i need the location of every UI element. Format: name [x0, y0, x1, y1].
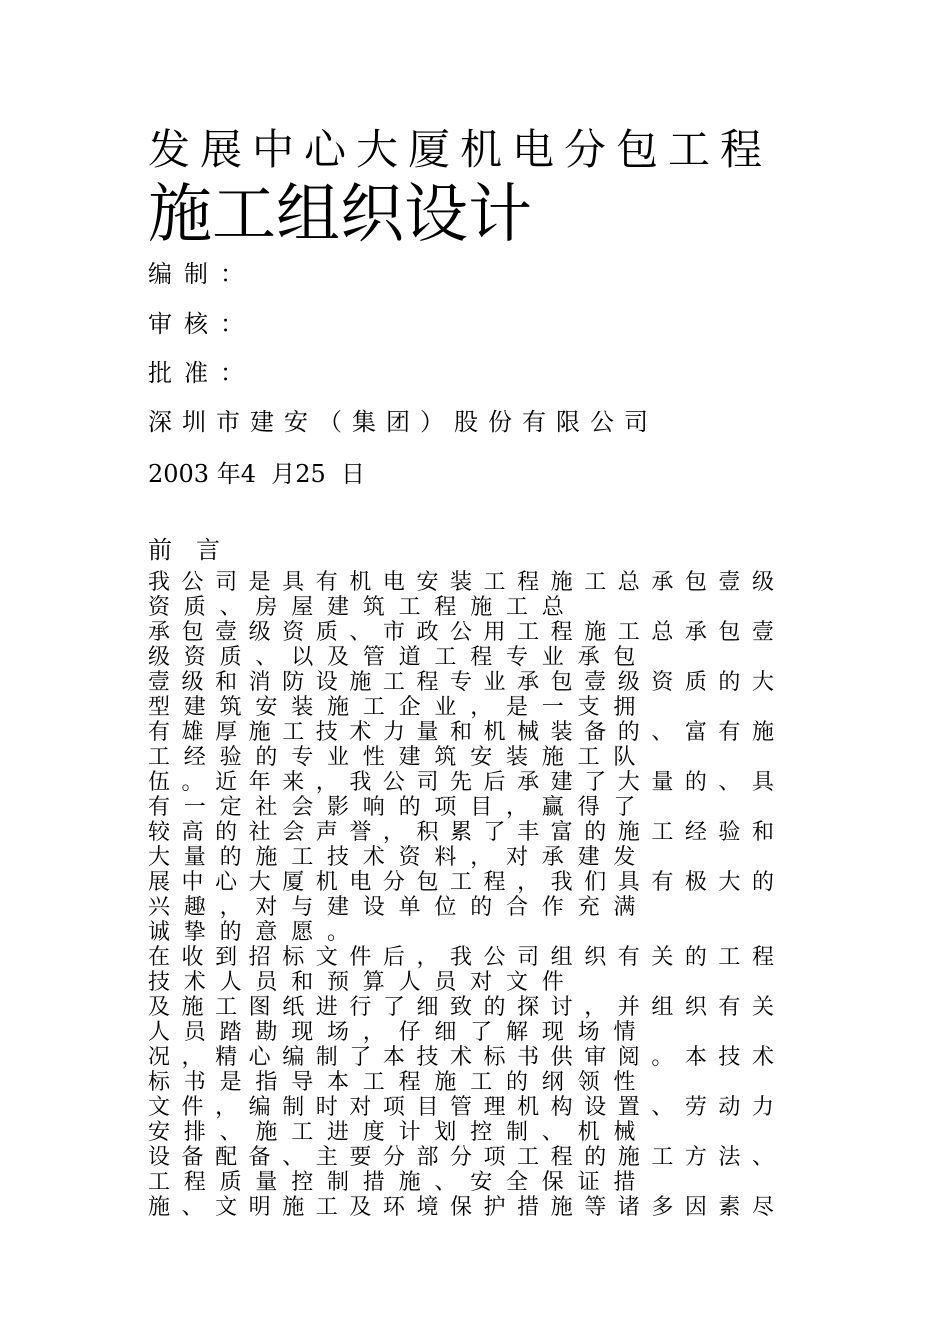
preface-line: 安排、施工进度计划控制、机械 — [148, 1120, 650, 1145]
preface-line: 伍。近年来，我公司先后承建了大量的、具 — [148, 770, 774, 795]
preface-line: 标书是指导本工程施工的纲领性 — [148, 1070, 650, 1095]
preface-line: 工程质量控制措施、安全保证措 — [148, 1170, 650, 1195]
preface-heading: 前言 — [148, 536, 244, 564]
preface-line: 工经验的专业性建筑安装施工队 — [148, 745, 650, 770]
preface-line: 有一定社会影响的项目，赢得了 — [148, 795, 650, 820]
preface-body — [148, 570, 774, 1220]
compiler-label: 编制： — [148, 260, 256, 288]
preface-line: 型建筑安装施工企业，是一支拥 — [148, 695, 650, 720]
preface-line: 施、文明施工及环境保护措施等诸多因素尽 — [148, 1195, 774, 1220]
preface-line: 及施工图纸进行了细致的探讨，并组织有关 — [148, 995, 774, 1020]
preface-line: 设备配备、主要分部分项工程的施工方法、 — [148, 1145, 774, 1170]
document-date: 2003 年4 月25 日 — [148, 460, 366, 488]
preface-line: 况，精心编制了本技术标书供审阅。本技术 — [148, 1045, 774, 1070]
preface-line: 有雄厚施工技术力量和机械装备的、富有施 — [148, 720, 774, 745]
preface-line: 诚挚的意愿。 — [148, 920, 363, 945]
company-name: 深圳市建安（集团）股份有限公司 — [148, 408, 658, 436]
approver-label: 批准： — [148, 359, 256, 387]
preface-line: 资质、房屋建筑工程施工总 — [148, 595, 578, 620]
project-title: 发展中心大厦机电分包工程 — [148, 125, 773, 174]
preface-line: 大量的施工技术资料，对承建发 — [148, 845, 650, 870]
preface-line: 在收到招标文件后，我公司组织有关的工程 — [148, 945, 774, 970]
reviewer-label: 审核： — [148, 310, 256, 338]
preface-line: 承包壹级资质、市政公用工程施工总承包壹 — [148, 620, 774, 645]
preface-line: 壹级和消防设施工程专业承包壹级资质的大 — [148, 670, 774, 695]
preface-line: 人员踏勘现场，仔细了解现场情 — [148, 1020, 650, 1045]
preface-line: 兴趣，对与建设单位的合作充满 — [148, 895, 650, 920]
preface-line: 较高的社会声誉，积累了丰富的施工经验和 — [148, 820, 774, 845]
preface-line: 展中心大厦机电分包工程，我们具有极大的 — [148, 870, 774, 895]
preface-line: 级资质、以及管道工程专业承包 — [148, 645, 650, 670]
document-title: 施工组织设计 — [148, 178, 532, 252]
preface-line: 我公司是具有机电安装工程施工总承包壹级 — [148, 570, 774, 595]
preface-line: 技术人员和预算人员对文件 — [148, 970, 578, 995]
preface-line: 文件，编制时对项目管理机构设置、劳动力 — [148, 1095, 774, 1120]
